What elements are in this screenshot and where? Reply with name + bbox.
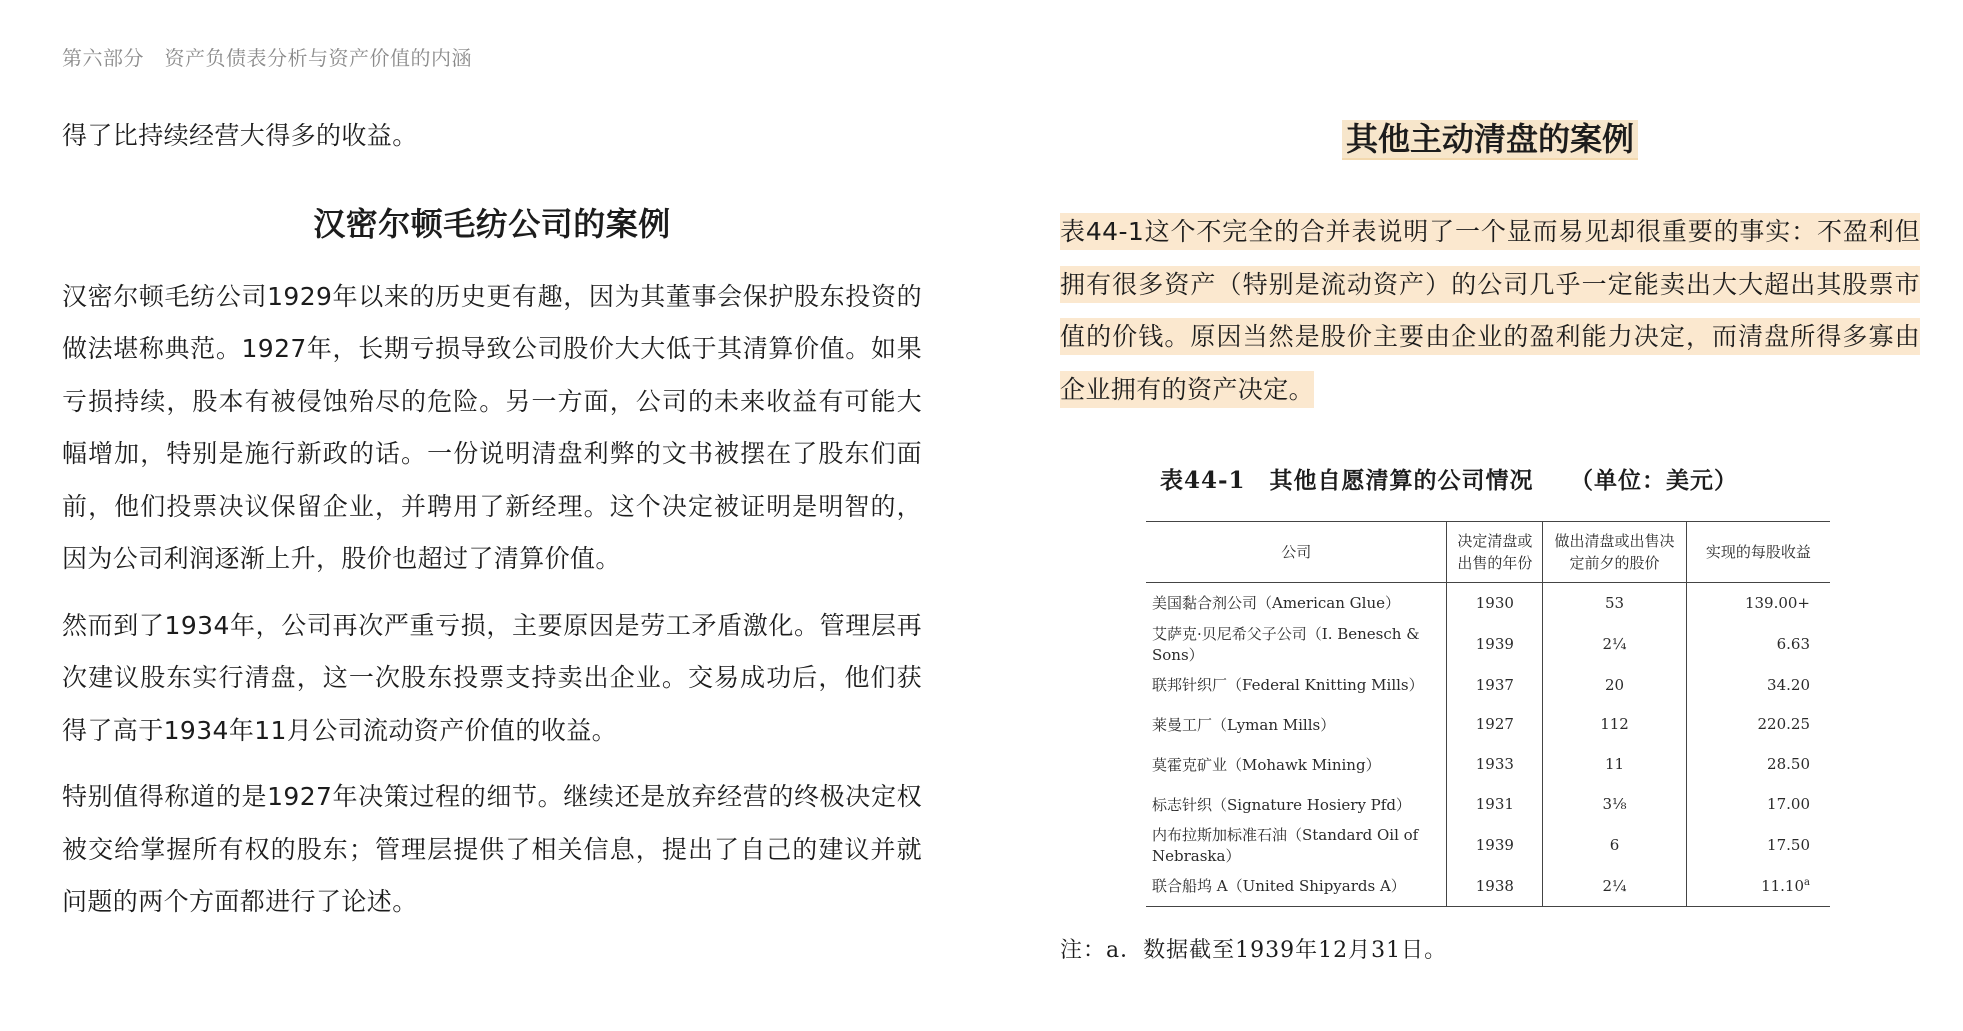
cell-company: 莫霍克矿业（Mohawk Mining） [1152,755,1381,774]
cell-realized [1686,744,1830,784]
table-row [1146,824,1830,866]
cell-company: 艾萨克·贝尼希父子公司（I. Benesch & Sons） [1152,624,1420,664]
cell-year: 1933 [1447,744,1543,784]
cell-realized [1686,705,1830,745]
cell-realized [1686,623,1830,665]
footnote-marker: a [1804,876,1810,888]
realized-value: 11.10 [1761,876,1805,895]
table-container [1146,521,1830,907]
table-row [1146,705,1830,745]
table-row [1146,583,1830,623]
cell-year: 1937 [1447,665,1543,705]
liquidation-table [1146,521,1830,907]
cell-year: 1939 [1447,824,1543,866]
cell-company: 美国黏合剂公司（American Glue） [1152,594,1400,613]
cell-company: 莱曼工厂（Lyman Mills） [1152,715,1336,734]
cell-company: 联合船坞 A（United Shipyards A） [1146,866,1447,906]
table-row [1146,784,1830,824]
cell-company: 内布拉斯加标准石油（Standard Oil of Nebraska） [1152,825,1419,865]
cell-price: 3⅛ [1543,784,1687,824]
header-year: 决定清盘或出售的年份 [1447,522,1543,583]
cell-price: 6 [1543,824,1687,866]
header-realized: 实现的每股收益 [1686,522,1830,583]
cell-year: 1939 [1447,623,1543,665]
cell-year: 1930 [1447,583,1543,623]
cell-realized [1686,824,1830,866]
realized-value: 17.50 [1767,835,1810,854]
table-caption: 表44-1 其他自愿清算的公司情况 （单位：美元） [1160,467,1739,494]
cell-company: 联邦针织厂（Federal Knitting Mills） [1152,676,1424,695]
cell-year: 1927 [1447,705,1543,745]
table-header-row [1146,522,1830,583]
cell-year: 1938 [1447,866,1543,906]
table-row [1146,866,1830,906]
cell-realized [1686,665,1830,705]
table-body [1146,583,1830,907]
table-row [1146,623,1830,665]
cell-company: 标志针织（Signature Hosiery Pfd） [1152,795,1411,814]
body-paragraph: 然而到了1934年，公司再次严重亏损，主要原因是劳工矛盾激化。管理层再次建议股东实行清盘，这一次股东投票支持卖出企业。交易成功后，他们获得了高于1934年11月公司流动资产价值的收益。 [62,610,922,745]
chapter-header: 第六部分 资产负债表分析与资产价值的内涵 [62,46,472,70]
realized-value: 6.63 [1776,634,1810,653]
realized-value: 139.00+ [1744,593,1810,612]
table-footnote: 注：a．数据截至1939年12月31日。 [1060,937,1448,963]
cell-price: 53 [1543,583,1687,623]
table-row [1146,665,1830,705]
cell-realized [1686,583,1830,623]
cell-price: 2¼ [1543,623,1687,665]
body-paragraph: 特别值得称道的是1927年决策过程的细节。继续还是放弃经营的终极决定权被交给掌握所有权的股东；管理层提供了相关信息，提出了自己的建议并就问题的两个方面都进行了论述。 [62,782,922,916]
highlighted-title-text[interactable]: 其他主动清盘的案例 [1342,120,1638,158]
realized-value: 34.20 [1767,675,1810,694]
intro-paragraph: 得了比持续经营大得多的收益。 [62,121,418,150]
table-row [1146,744,1830,784]
body-paragraph: 汉密尔顿毛纺公司1929年以来的历史更有趣，因为其董事会保护股东投资的做法堪称典范。1927年，长期亏损导致公司股价大大低于其清算价值。如果亏损持续，股本有被侵蚀殆尽的危险。另一方面，公司的未来收益有可能大幅增加，特别是施行新政的话。一份说明清盘利弊的文书被摆在了股东们面前，他们投票决议保留企业，并聘用了新经理。这个决定被证明是明智的，因为公司利润逐渐上升，股价也超过了清算价值。 [62,281,922,573]
section-title-hamilton: 汉密尔顿毛纺公司的案例 [313,204,671,243]
realized-value: 17.00 [1767,795,1810,814]
header-company: 公司 [1146,522,1447,583]
cell-realized [1686,784,1830,824]
cell-price: 112 [1543,705,1687,745]
right-page [1060,110,1920,964]
cell-realized [1686,866,1830,906]
header-price: 做出清盘或出售决定前夕的股价 [1543,522,1687,583]
cell-price: 20 [1543,665,1687,705]
highlighted-paragraph [1060,206,1920,416]
realized-value: 220.25 [1757,715,1810,734]
cell-price: 2¼ [1543,866,1687,906]
cell-price: 11 [1543,744,1687,784]
cell-year: 1931 [1447,784,1543,824]
realized-value: 28.50 [1767,755,1810,774]
highlighted-text[interactable]: 表44-1这个不完全的合并表说明了一个显而易见却很重要的事实：不盈利但拥有很多资产（特别是流动资产）的公司几乎一定能卖出大大超出其股票市值的价钱。原因当然是股价主要由企业的盈利能力决定，而清盘所得多寡由企业拥有的资产决定。 [1060,213,1920,408]
section-title-other-liquidations [1060,110,1920,160]
left-page [62,110,922,943]
